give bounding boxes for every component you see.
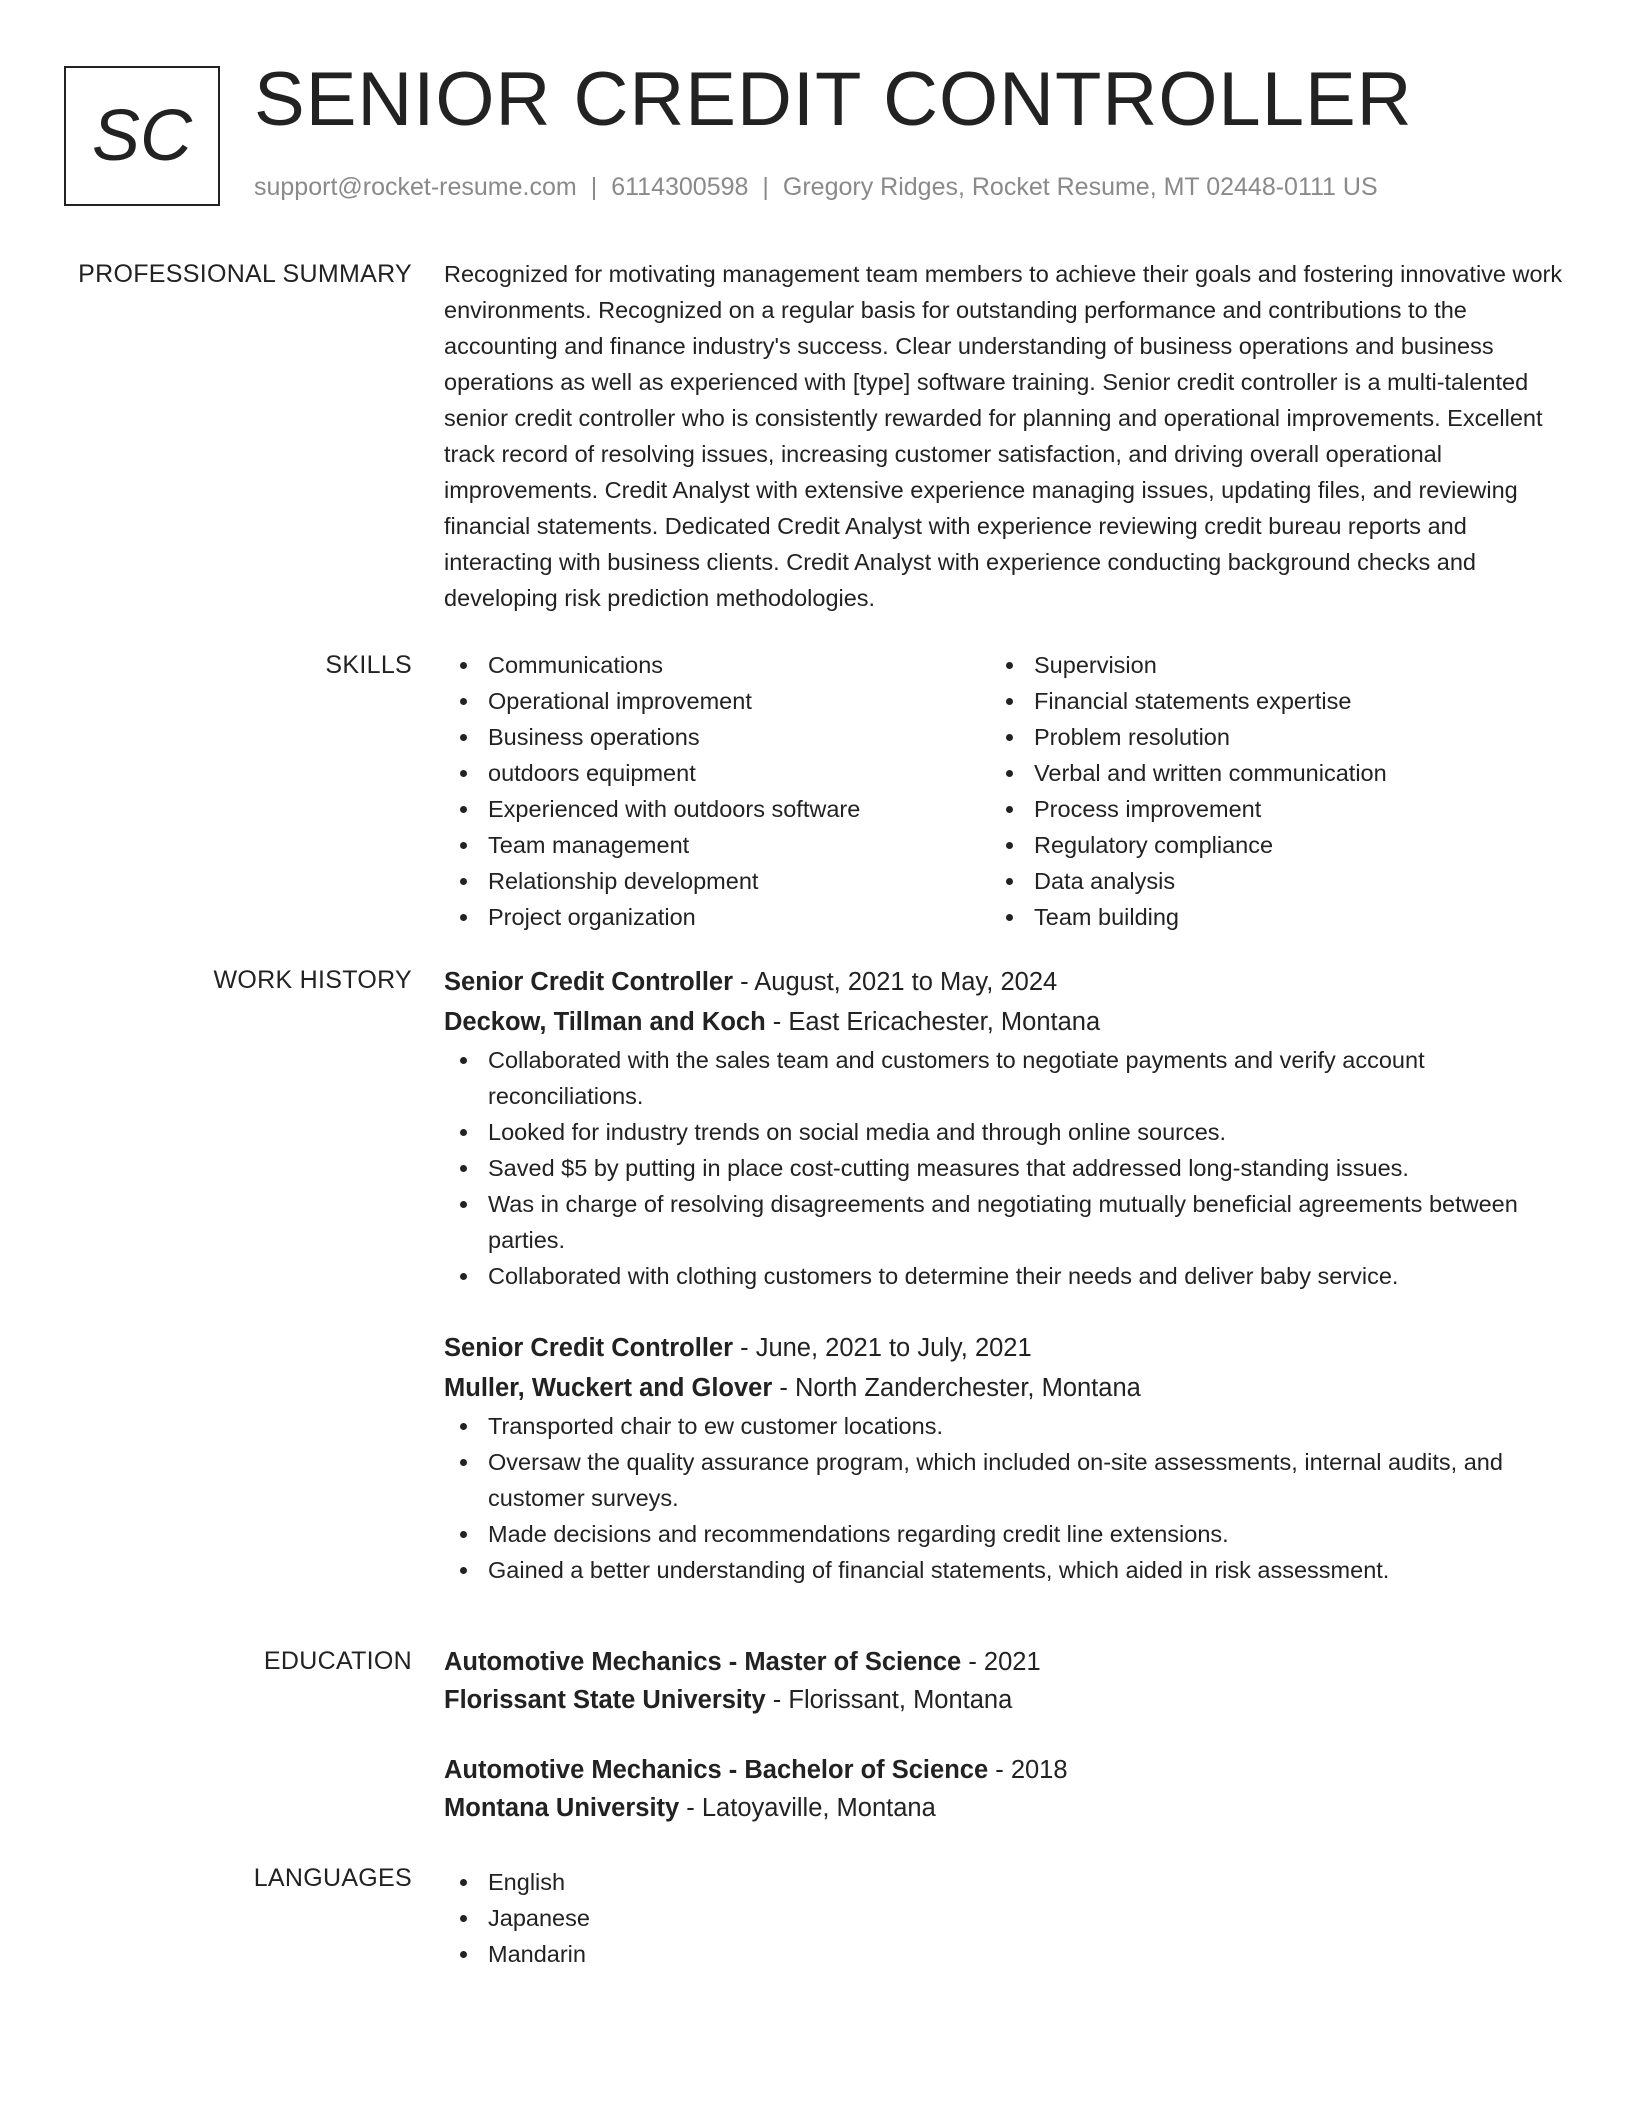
contact-address: Gregory Ridges, Rocket Resume, MT 02448-0111 US [782, 173, 1378, 201]
languages-body [444, 1864, 1564, 1972]
skill-item: Process improvement [990, 791, 1536, 827]
school-line [444, 1681, 1564, 1719]
contact-separator: | [762, 173, 769, 201]
duty-item: Transported chair to ew customer locations. [444, 1408, 1564, 1444]
skill-item: Data analysis [990, 863, 1536, 899]
skill-item: outdoors equipment [444, 755, 990, 791]
work-heading: WORK HISTORY [213, 966, 412, 994]
school-location: - Florissant, Montana [765, 1686, 1013, 1714]
skills-body [444, 647, 1564, 935]
summary-body [444, 256, 1564, 616]
school-name: Florissant State University [444, 1686, 766, 1714]
skill-item: Verbal and written communication [990, 755, 1536, 791]
skills-heading: SKILLS [325, 651, 412, 679]
duty-item: Looked for industry trends on social media and through online sources. [444, 1114, 1564, 1150]
degree-name: Automotive Mechanics - Master of Science [444, 1648, 962, 1676]
summary-text: Recognized for motivating management team members to achieve their goals and fostering innovative work environments. Recognized on a regular basis for outstanding performance and contributions to the accounting and finance industry's success. Clear understanding of business operations and business operations as well as experienced with [type] software training. Senior credit controller is a multi-talented senior credit controller who is consistently rewarded for planning and operational improvements. Excellent track record of resolving issues, increasing customer satisfaction, and driving overall operational improvements. Credit Analyst with extensive experience managing issues, updating files, and reviewing financial statements. Dedicated Credit Analyst with experience reviewing credit bureau reports and interacting with business clients. Credit Analyst with experience conducting background checks and developing risk prediction methodologies. [444, 261, 1563, 611]
language-item: Japanese [444, 1900, 1564, 1936]
education-body [444, 1643, 1564, 1859]
job-company: Deckow, Tillman and Koch [444, 1008, 766, 1036]
skill-item: Financial statements expertise [990, 683, 1536, 719]
job-title-line [444, 1328, 1564, 1368]
skill-item: Relationship development [444, 863, 990, 899]
school-location: - Latoyaville, Montana [679, 1794, 936, 1822]
skills-list-left [444, 647, 990, 935]
job-company: Muller, Wuckert and Glover [444, 1374, 773, 1402]
degree-line [444, 1643, 1564, 1681]
skill-item: Team management [444, 827, 990, 863]
skill-item: Operational improvement [444, 683, 990, 719]
resume-title: SENIOR CREDIT CONTROLLER [254, 57, 1413, 142]
monogram-logo [64, 66, 220, 206]
job-location: - North Zanderchester, Montana [772, 1374, 1141, 1402]
degree-year: - 2021 [961, 1648, 1041, 1676]
job-dates: - June, 2021 to July, 2021 [733, 1334, 1032, 1362]
degree-name: Automotive Mechanics - Bachelor of Science [444, 1756, 989, 1784]
job-entry [444, 1328, 1564, 1588]
language-item: English [444, 1864, 1564, 1900]
contact-phone[interactable]: 6114300598 [611, 173, 749, 201]
skill-item: Communications [444, 647, 990, 683]
education-heading: EDUCATION [263, 1647, 412, 1675]
job-title: Senior Credit Controller [444, 968, 734, 996]
skill-item: Problem resolution [990, 719, 1536, 755]
work-body [444, 962, 1564, 1622]
job-entry [444, 962, 1564, 1294]
skill-item: Supervision [990, 647, 1536, 683]
contact-separator: | [590, 173, 598, 201]
duty-item: Collaborated with the sales team and customers to negotiate payments and verify account reconciliations. [444, 1042, 1564, 1114]
skills-list-right [990, 647, 1536, 935]
duty-item: Collaborated with clothing customers to determine their needs and deliver baby service. [444, 1258, 1564, 1294]
job-duties [444, 1042, 1564, 1294]
job-location: - East Ericachester, Montana [765, 1008, 1101, 1036]
school-line [444, 1789, 1564, 1827]
degree-year: - 2018 [988, 1756, 1068, 1784]
monogram-text: SC [91, 96, 193, 176]
skill-item: Team building [990, 899, 1536, 935]
job-dates: - August, 2021 to May, 2024 [733, 968, 1058, 996]
contact-line [254, 173, 1378, 202]
job-duties [444, 1408, 1564, 1588]
duty-item: Gained a better understanding of financial statements, which aided in risk assessment. [444, 1552, 1564, 1588]
job-title-line [444, 962, 1564, 1002]
degree-line [444, 1751, 1564, 1789]
contact-email[interactable]: support@rocket-resume.com [254, 173, 577, 201]
languages-heading: LANGUAGES [253, 1864, 412, 1892]
job-title: Senior Credit Controller [444, 1334, 734, 1362]
school-name: Montana University [444, 1794, 680, 1822]
duty-item: Made decisions and recommendations regarding credit line extensions. [444, 1516, 1564, 1552]
duty-item: Saved $5 by putting in place cost-cutting measures that addressed long-standing issues. [444, 1150, 1564, 1186]
summary-heading: PROFESSIONAL SUMMARY [78, 260, 412, 288]
education-entry [444, 1751, 1564, 1827]
job-company-line [444, 1002, 1564, 1042]
languages-list [444, 1864, 1564, 1972]
duty-item: Oversaw the quality assurance program, which included on-site assessments, internal audits, and customer surveys. [444, 1444, 1564, 1516]
skill-item: Project organization [444, 899, 990, 935]
language-item: Mandarin [444, 1936, 1564, 1972]
skill-item: Regulatory compliance [990, 827, 1536, 863]
education-entry [444, 1643, 1564, 1719]
skill-item: Experienced with outdoors software [444, 791, 990, 827]
job-company-line [444, 1368, 1564, 1408]
skill-item: Business operations [444, 719, 990, 755]
duty-item: Was in charge of resolving disagreements and negotiating mutually beneficial agreements between parties. [444, 1186, 1564, 1258]
